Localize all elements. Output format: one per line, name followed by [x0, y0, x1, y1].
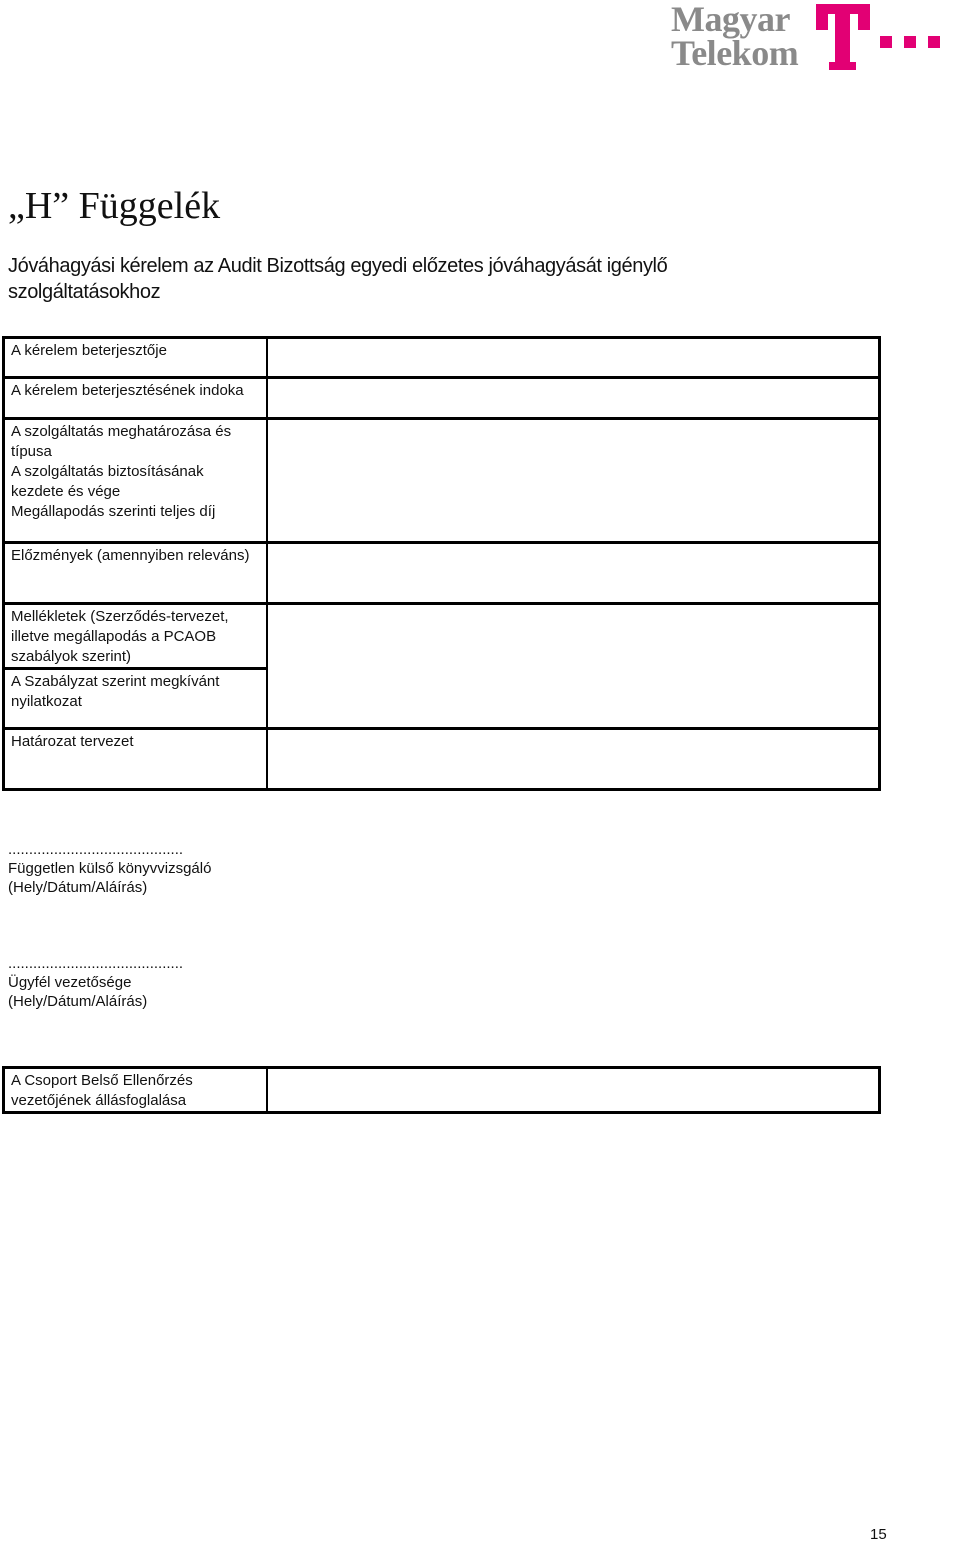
t-logo-digit-3	[928, 36, 940, 48]
row-label: A kérelem beterjesztője	[4, 338, 267, 378]
telekom-t-icon	[816, 2, 958, 72]
row-label: A Csoport Belső Ellenőrzés vezetőjének állásfoglalása	[4, 1068, 267, 1113]
signature-line[interactable]: ..........................................	[8, 955, 184, 972]
magyar-telekom-logo	[668, 0, 960, 80]
row-value-field[interactable]	[267, 603, 880, 728]
row-value-field[interactable]	[267, 378, 880, 419]
signature-note: (Hely/Dátum/Aláírás)	[8, 993, 148, 1010]
table-row	[4, 1068, 880, 1113]
page-title: „H” Függelék	[8, 185, 221, 227]
row-label: A kérelem beterjesztésének indoka	[4, 378, 267, 419]
signature-role: Ügyfél vezetősége	[8, 974, 132, 991]
t-logo-stem-foot	[829, 62, 856, 70]
row-value-field[interactable]	[267, 338, 880, 378]
row-value-field[interactable]	[267, 542, 880, 603]
row-label: A Szabályzat szerint megkívánt nyilatkozat	[4, 668, 267, 728]
row-value-field[interactable]	[267, 728, 880, 789]
row-value-field[interactable]	[267, 419, 880, 543]
signature-note: (Hely/Dátum/Aláírás)	[8, 879, 148, 896]
logo-line-2: Telekom	[671, 33, 799, 73]
t-logo-right-bar	[858, 4, 870, 30]
table-row	[4, 542, 880, 603]
row-label: Mellékletek (Szerződés-tervezet, illetve megállapodás a PCAOB szabályok szerint)	[4, 603, 267, 668]
row-label: A szolgáltatás biztosításának kezdete és vége	[4, 462, 267, 502]
table-row	[4, 419, 880, 463]
t-logo-digit-2	[904, 36, 916, 48]
row-label: Megállapodás szerinti teljes díj	[4, 502, 267, 542]
signature-role: Független külső könyvvizsgáló	[8, 860, 212, 877]
signature-block-management	[8, 954, 183, 1011]
table-row	[4, 378, 880, 419]
table-row	[4, 338, 880, 378]
page-number: 15	[870, 1526, 887, 1543]
row-label: Határozat tervezet	[4, 728, 267, 789]
t-logo-stem	[835, 4, 850, 70]
logo-line-1: Magyar	[671, 0, 790, 39]
internal-audit-opinion-table	[2, 1066, 881, 1114]
row-label: A szolgáltatás meghatározása és típusa	[4, 419, 267, 463]
signature-block-auditor	[8, 840, 211, 897]
table-row	[4, 728, 880, 789]
t-logo-digit-1	[880, 36, 892, 48]
page-subtitle: Jóváhagyási kérelem az Audit Bizottság egyedi előzetes jóváhagyását igénylő szolgáltatásokhoz	[8, 255, 668, 303]
signature-line[interactable]: ..........................................	[8, 841, 184, 858]
row-label: Előzmények (amennyiben releváns)	[4, 542, 267, 603]
row-value-field[interactable]	[267, 1068, 880, 1113]
logo-wordmark	[671, 0, 799, 73]
table-row	[4, 603, 880, 668]
approval-request-table	[2, 336, 881, 791]
